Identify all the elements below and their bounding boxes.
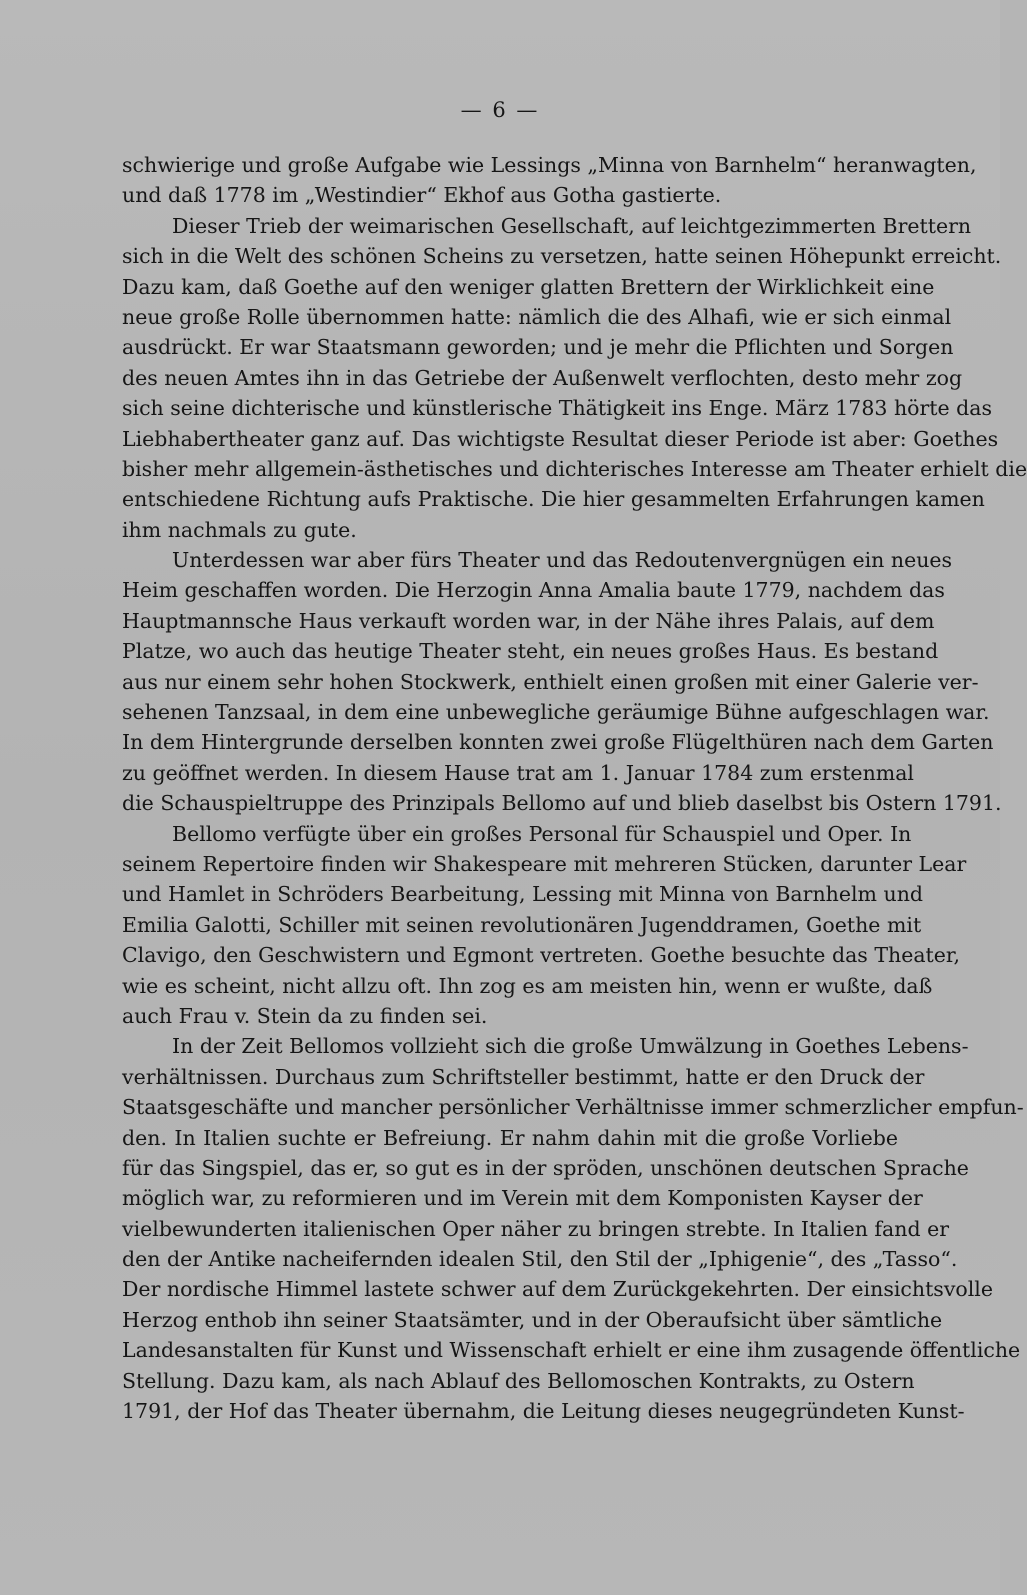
paragraph — [122, 819, 967, 1032]
text-line: den der Antike nacheifernden idealen Stil, den Stil der „Iphigenie“, des „Tasso“. — [122, 1247, 958, 1272]
text-line: Dieser Trieb der weimarischen Gesellschaft, auf leichtgezimmerten Brettern — [172, 213, 972, 238]
text-line: die Schauspieltruppe des Prinzipals Bellomo auf und blieb daselbst bis Ostern 1791. — [122, 791, 1002, 816]
text-line: seinem Repertoire finden wir Shakespeare mit mehreren Stücken, darunter Lear — [122, 851, 967, 876]
text-line: sich seine dichterische und künstlerische Thätigkeit ins Enge. März 1783 hörte das — [122, 396, 993, 421]
text-line: Dazu kam, daß Goethe auf den weniger glatten Brettern der Wirklichkeit eine — [122, 274, 935, 299]
paragraph — [122, 150, 977, 211]
text-line: ihm nachmals zu gute. — [122, 517, 357, 542]
text-line: ausdrückt. Er war Staatsmann geworden; und je mehr die Pflichten und Sorgen — [122, 335, 954, 360]
text-line: aus nur einem sehr hohen Stockwerk, enthielt einen großen mit einer Galerie ver- — [122, 669, 979, 694]
text-line: Emilia Galotti, Schiller mit seinen revolutionären Jugenddramen, Goethe mit — [122, 912, 922, 937]
text-line: Bellomo verfügte über ein großes Personal für Schauspiel und Oper. In — [172, 821, 912, 846]
text-line: sich in die Welt des schönen Scheins zu versetzen, hatte seinen Höhepunkt erreicht. — [122, 244, 1002, 269]
paragraph — [122, 545, 1002, 819]
text-line: entschiedene Richtung aufs Praktische. Die hier gesammelten Erfahrungen kamen — [122, 487, 985, 512]
text-line: wie es scheint, nicht allzu oft. Ihn zog es am meisten hin, wenn er wußte, daß — [122, 973, 933, 998]
body-text — [122, 150, 1027, 1426]
text-line: Der nordische Himmel lastete schwer auf dem Zurückgekehrten. Der einsichtsvolle — [122, 1277, 993, 1302]
text-line: In der Zeit Bellomos vollzieht sich die große Umwälzung in Goethes Lebens- — [172, 1034, 969, 1059]
text-line: neue große Rolle übernommen hatte: nämlich die des Alhafi, wie er sich einmal — [122, 304, 952, 329]
text-line: Herzog enthob ihn seiner Staatsämter, und in der Oberaufsicht über sämtliche — [122, 1307, 943, 1332]
text-line: 1791, der Hof das Theater übernahm, die Leitung dieses neugegründeten Kunst- — [122, 1399, 965, 1424]
paragraph — [122, 211, 1027, 545]
text-line: Heim geschaffen worden. Die Herzogin Anna Amalia baute 1779, nachdem das — [122, 578, 945, 603]
paragraph — [122, 1031, 1024, 1426]
text-line: Clavigo, den Geschwistern und Egmont vertreten. Goethe besuchte das Theater, — [122, 943, 960, 968]
text-line: In dem Hintergrunde derselben konnten zwei große Flügelthüren nach dem Garten — [122, 730, 994, 755]
text-line: vielbewunderten italienischen Oper näher zu bringen strebte. In Italien fand er — [122, 1216, 950, 1241]
text-line: sehenen Tanzsaal, in dem eine unbewegliche geräumige Bühne aufgeschlagen war. — [122, 700, 990, 725]
text-line: und Hamlet in Schröders Bearbeitung, Lessing mit Minna von Barnhelm und — [122, 882, 924, 907]
text-line: zu geöffnet werden. In diesem Hause trat am 1. Januar 1784 zum erstenmal — [122, 760, 914, 785]
text-line: den. In Italien suchte er Befreiung. Er nahm dahin mit die große Vorliebe — [122, 1125, 898, 1150]
text-line: Landesanstalten für Kunst und Wissenschaft erhielt er eine ihm zusagende öffentliche — [122, 1338, 1021, 1363]
text-line: Stellung. Dazu kam, als nach Ablauf des Bellomoschen Kontrakts, zu Ostern — [122, 1368, 915, 1393]
text-line: Liebhabertheater ganz auf. Das wichtigste Resultat dieser Periode ist aber: Goethes — [122, 426, 999, 451]
text-line: des neuen Amtes ihn in das Getriebe der Außenwelt verflochten, desto mehr zog — [122, 365, 963, 390]
text-line: verhältnissen. Durchaus zum Schriftsteller bestimmt, hatte er den Druck der — [122, 1064, 925, 1089]
text-line: auch Frau v. Stein da zu finden sei. — [122, 1003, 488, 1028]
text-line: Unterdessen war aber fürs Theater und das Redoutenvergnügen ein neues — [172, 548, 953, 573]
text-line: und daß 1778 im „Westindier“ Ekhof aus Gotha gastierte. — [122, 183, 722, 208]
text-line: bisher mehr allgemein-ästhetisches und dichterisches Interesse am Theater erhielt die — [122, 456, 1027, 481]
text-line: Platze, wo auch das heutige Theater steht, ein neues großes Haus. Es bestand — [122, 639, 939, 664]
text-line: schwierige und große Aufgabe wie Lessings „Minna von Barnhelm“ heranwagten, — [122, 153, 977, 177]
page-number: — 6 — — [460, 98, 540, 122]
text-line: Hauptmannsche Haus verkauft worden war, in der Nähe ihres Palais, auf dem — [122, 608, 935, 633]
text-line: für das Singspiel, das er, so gut es in der spröden, unschönen deutschen Sprache — [122, 1155, 969, 1180]
text-line: möglich war, zu reformieren und im Verein mit dem Komponisten Kayser der — [122, 1186, 923, 1211]
text-line: Staatsgeschäfte und mancher persönlicher Verhältnisse immer schmerzlicher empfun- — [122, 1095, 1024, 1120]
